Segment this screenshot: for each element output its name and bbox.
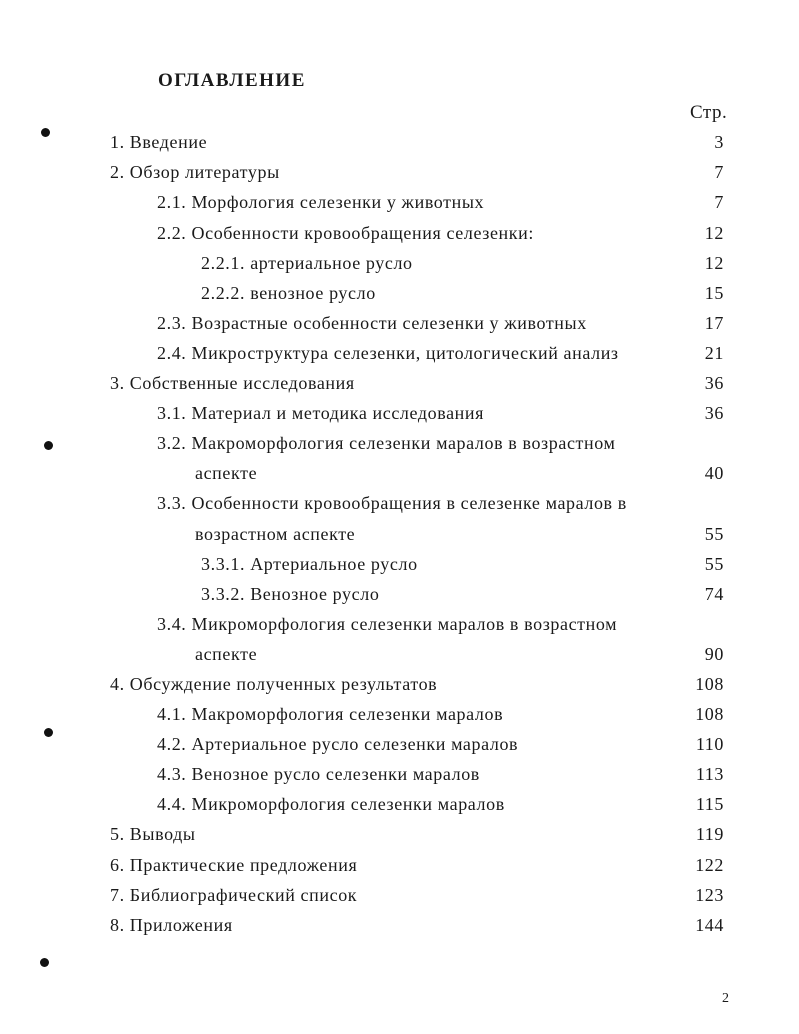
toc-page-number: 113 xyxy=(695,764,724,784)
toc-entry: 3.3.2. Венозное русло xyxy=(201,584,380,604)
toc-page-number: 119 xyxy=(695,824,724,844)
toc-entry: 3.3.1. Артериальное русло xyxy=(201,554,418,574)
toc-page-number: 144 xyxy=(695,915,724,935)
toc-entry: 3. Собственные исследования xyxy=(110,373,355,393)
toc-entry: 1. Введение xyxy=(110,132,208,152)
toc-entry: 6. Практические предложения xyxy=(110,855,358,875)
toc-entry: 4.3. Венозное русло селезенки маралов xyxy=(157,764,480,784)
toc-entry: 2.2.2. венозное русло xyxy=(201,283,376,303)
binding-hole-mark xyxy=(44,441,53,450)
toc-page-number: 12 xyxy=(704,253,724,273)
toc-entry: 2.3. Возрастные особенности селезенки у животных xyxy=(157,313,587,333)
toc-page-number: 90 xyxy=(704,644,724,664)
toc-page-number: 21 xyxy=(704,343,724,363)
toc-page-number: 108 xyxy=(695,674,724,694)
toc-page-number: 108 xyxy=(695,704,724,724)
toc-entry: 2. Обзор литературы xyxy=(110,162,280,182)
toc-page-number: 110 xyxy=(695,734,724,754)
page-number: 2 xyxy=(722,991,729,1006)
binding-hole-mark xyxy=(44,728,53,737)
toc-entry: 8. Приложения xyxy=(110,915,233,935)
toc-entry: 7. Библиографический список xyxy=(110,885,358,905)
toc-entry: 2.1. Морфология селезенки у животных xyxy=(157,192,485,212)
toc-entry: 4.4. Микроморфология селезенки маралов xyxy=(157,794,505,814)
toc-page-number: 36 xyxy=(704,403,724,423)
binding-hole-mark xyxy=(40,958,49,967)
toc-page-number: 115 xyxy=(695,794,724,814)
toc-page-number: 7 xyxy=(714,192,724,212)
toc-entry: 3.2. Макроморфология селезенки маралов в возрастном xyxy=(157,433,616,453)
toc-page-number: 7 xyxy=(714,162,724,182)
toc-page-number: 36 xyxy=(704,373,724,393)
toc-page-number: 3 xyxy=(714,132,724,152)
toc-entry: 3.4. Микроморфология селезенки маралов в возрастном xyxy=(157,614,618,634)
page-title: ОГЛАВЛЕНИЕ xyxy=(158,70,306,91)
toc-entry: 4.1. Макроморфология селезенки маралов xyxy=(157,704,504,724)
toc-entry-continuation: аспекте xyxy=(195,463,258,483)
toc-page-number: 55 xyxy=(704,554,724,574)
toc-page-number: 15 xyxy=(704,283,724,303)
toc-entry: 3.1. Материал и методика исследования xyxy=(157,403,485,423)
toc-page-number: 17 xyxy=(704,313,724,333)
toc-page-number: 55 xyxy=(704,524,724,544)
page-column-header: Стр. xyxy=(690,102,728,123)
toc-entry: 4. Обсуждение полученных результатов xyxy=(110,674,438,694)
toc-entry: 2.4. Микроструктура селезенки, цитологический анализ xyxy=(157,343,619,363)
toc-page-number: 74 xyxy=(704,584,724,604)
toc-page-number: 122 xyxy=(695,855,724,875)
toc-page-number: 12 xyxy=(704,223,724,243)
toc-entry: 5. Выводы xyxy=(110,824,196,844)
toc-entry: 3.3. Особенности кровообращения в селезенке маралов в xyxy=(157,493,627,513)
toc-entry-continuation: аспекте xyxy=(195,644,258,664)
toc-entry-continuation: возрастном аспекте xyxy=(195,524,356,544)
toc-page-number: 123 xyxy=(695,885,724,905)
toc-entry: 4.2. Артериальное русло селезенки маралов xyxy=(157,734,519,754)
toc-entry: 2.2.1. артериальное русло xyxy=(201,253,413,273)
toc-entry: 2.2. Особенности кровообращения селезенки: xyxy=(157,223,534,243)
toc-page-number: 40 xyxy=(704,463,724,483)
binding-hole-mark xyxy=(41,128,50,137)
